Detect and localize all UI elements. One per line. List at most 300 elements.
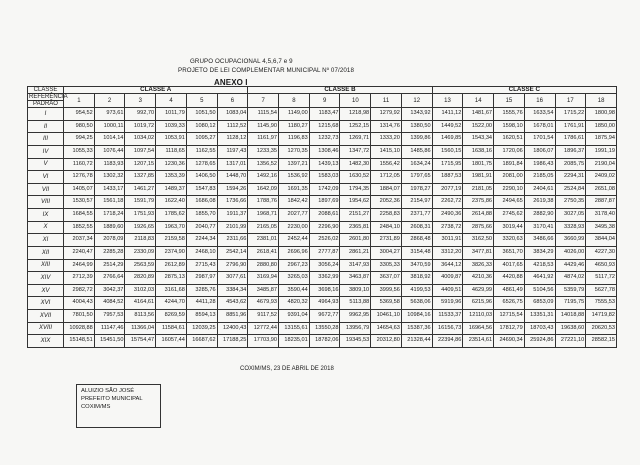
salary-cell: 1978,27: [401, 183, 432, 196]
salary-cell: 3826,33: [463, 259, 494, 272]
salary-cell: 2375,86: [463, 196, 494, 209]
column-header-13: 13: [432, 94, 463, 108]
salary-cell: 22394,86: [432, 335, 463, 348]
salary-cell: 11366,04: [125, 322, 156, 335]
salary-cell: 1720,06: [494, 146, 525, 159]
salary-cell: 16964,56: [463, 322, 494, 335]
salary-cell: 1561,18: [94, 196, 125, 209]
salary-cell: 1160,72: [64, 158, 95, 171]
salary-cell: 1399,86: [401, 133, 432, 146]
level-label: IX: [28, 209, 64, 222]
salary-cell: 2777,87: [309, 246, 340, 259]
salary-cell: 4964,93: [309, 297, 340, 310]
salary-cell: 2101,99: [217, 221, 248, 234]
salary-cell: 4411,28: [186, 297, 217, 310]
salary-cell: 1842,42: [279, 196, 310, 209]
salary-cell: 3495,38: [586, 221, 617, 234]
salary-cell: 1183,93: [94, 158, 125, 171]
salary-cell: 1232,73: [309, 133, 340, 146]
column-header-14: 14: [463, 94, 494, 108]
salary-cell: 1801,75: [463, 158, 494, 171]
salary-cell: 1492,16: [248, 171, 279, 184]
salary-cell: 5113,88: [340, 297, 371, 310]
salary-cell: 13351,31: [524, 309, 555, 322]
salary-cell: 980,50: [64, 120, 95, 133]
table-row: [28, 297, 617, 310]
salary-cell: 3170,41: [524, 221, 555, 234]
salary-cell: 992,70: [125, 108, 156, 121]
salary-cell: 7801,50: [64, 309, 95, 322]
salary-cell: 1327,85: [125, 171, 156, 184]
salary-cell: 3161,68: [156, 284, 187, 297]
salary-cell: 2715,43: [186, 259, 217, 272]
salary-cell: 7555,53: [586, 297, 617, 310]
salary-cell: 2088,61: [309, 209, 340, 222]
salary-cell: 3305,33: [371, 259, 402, 272]
salary-cell: 1875,94: [586, 133, 617, 146]
salary-cell: 8594,13: [186, 309, 217, 322]
salary-cell: 3077,61: [217, 272, 248, 285]
level-label: V: [28, 158, 64, 171]
salary-cell: 2165,05: [248, 221, 279, 234]
salary-cell: 1461,27: [125, 183, 156, 196]
column-header-15: 15: [494, 94, 525, 108]
salary-cell: 4004,43: [64, 297, 95, 310]
salary-cell: 3147,93: [340, 259, 371, 272]
salary-cell: 1145,90: [248, 120, 279, 133]
salary-cell: 3486,66: [524, 234, 555, 247]
salary-cell: 1415,10: [371, 146, 402, 159]
salary-cell: 9117,52: [248, 309, 279, 322]
salary-cell: 1622,40: [156, 196, 187, 209]
signer-name: ALUIZIO SÃO JOSÉ: [81, 388, 135, 394]
salary-cell: 2542,14: [217, 246, 248, 259]
salary-cell: 2374,90: [156, 246, 187, 259]
salary-cell: 2524,84: [555, 183, 586, 196]
salary-cell: 1598,10: [494, 120, 525, 133]
salary-cell: 5638,06: [401, 297, 432, 310]
salary-cell: 1926,65: [125, 221, 156, 234]
salary-cell: 1095,27: [186, 133, 217, 146]
salary-cell: 6853,09: [524, 297, 555, 310]
salary-cell: 4026,00: [555, 246, 586, 259]
table-row: [28, 209, 617, 222]
salary-cell: 7957,53: [94, 309, 125, 322]
salary-cell: 1019,72: [125, 120, 156, 133]
salary-cell: 994,25: [64, 133, 95, 146]
salary-cell: 18703,43: [524, 322, 555, 335]
column-header-10: 10: [340, 94, 371, 108]
salary-cell: 15148,51: [64, 335, 95, 348]
salary-cell: 1620,51: [494, 133, 525, 146]
salary-cell: 2820,89: [125, 272, 156, 285]
salary-cell: 3818,92: [401, 272, 432, 285]
level-label: X: [28, 221, 64, 234]
salary-cell: 12039,25: [186, 322, 217, 335]
salary-cell: 1000,11: [94, 120, 125, 133]
salary-cell: 2452,44: [279, 234, 310, 247]
salary-cell: 2311,66: [217, 234, 248, 247]
salary-cell: 5627,78: [586, 284, 617, 297]
salary-cell: 1852,55: [64, 221, 95, 234]
salary-cell: 1218,98: [340, 108, 371, 121]
salary-cell: 1302,32: [94, 171, 125, 184]
salary-cell: 3590,44: [279, 284, 310, 297]
salary-cell: 1196,83: [279, 133, 310, 146]
salary-cell: 2037,34: [64, 234, 95, 247]
salary-cell: 1547,83: [186, 183, 217, 196]
salary-cell: 1806,07: [524, 146, 555, 159]
salary-cell: 1469,85: [432, 133, 463, 146]
salary-cell: 2230,00: [279, 221, 310, 234]
salary-cell: 1308,46: [309, 146, 340, 159]
table-row: [28, 246, 617, 259]
column-header-7: 7: [248, 94, 279, 108]
salary-cell: 2875,66: [463, 221, 494, 234]
salary-cell: 1634,24: [401, 158, 432, 171]
column-header-5: 5: [186, 94, 217, 108]
level-label: XVII: [28, 309, 64, 322]
salary-cell: 4429,46: [555, 259, 586, 272]
salary-cell: 2040,77: [186, 221, 217, 234]
salary-cell: 4420,88: [494, 272, 525, 285]
salary-cell: 8113,56: [125, 309, 156, 322]
salary-cell: 1411,12: [432, 108, 463, 121]
salary-cell: 1333,20: [371, 133, 402, 146]
salary-cell: 13956,79: [340, 322, 371, 335]
level-label: XIX: [28, 335, 64, 348]
salary-cell: 3027,05: [555, 209, 586, 222]
table-row: [28, 322, 617, 335]
salary-cell: 1449,52: [432, 120, 463, 133]
salary-cell: 16057,44: [156, 335, 187, 348]
salary-cell: 1911,37: [217, 209, 248, 222]
salary-cell: 3637,07: [371, 272, 402, 285]
salary-cell: 3011,91: [432, 234, 463, 247]
salary-cell: 2330,09: [125, 246, 156, 259]
salary-cell: 1715,22: [555, 108, 586, 121]
column-header-12: 12: [401, 94, 432, 108]
salary-cell: 2190,04: [586, 158, 617, 171]
salary-cell: 10984,16: [401, 309, 432, 322]
salary-cell: 1276,78: [64, 171, 95, 184]
salary-cell: 3265,03: [279, 272, 310, 285]
salary-cell: 1118,65: [156, 146, 187, 159]
salary-cell: 3660,99: [555, 234, 586, 247]
level-label: XII: [28, 246, 64, 259]
salary-cell: 6215,96: [463, 297, 494, 310]
salary-cell: 18782,06: [309, 335, 340, 348]
salary-cell: 3834,29: [524, 246, 555, 259]
salary-cell: 1889,60: [94, 221, 125, 234]
salary-cell: 1051,50: [186, 108, 217, 121]
salary-cell: 2796,90: [217, 259, 248, 272]
salary-cell: 3698,16: [309, 284, 340, 297]
salary-cell: 2185,05: [524, 171, 555, 184]
table-row: [28, 171, 617, 184]
salary-cell: 4641,92: [524, 272, 555, 285]
corner-classe: CLASSE: [28, 87, 64, 94]
table-row: [28, 158, 617, 171]
salary-cell: 1039,33: [156, 120, 187, 133]
salary-cell: 27221,10: [555, 335, 586, 348]
salary-cell: 2875,13: [156, 272, 187, 285]
column-header-3: 3: [125, 94, 156, 108]
salary-cell: 1343,92: [401, 108, 432, 121]
salary-cell: 1014,14: [94, 133, 125, 146]
salary-cell: 1630,52: [340, 171, 371, 184]
salary-cell: 2601,80: [340, 234, 371, 247]
salary-cell: 3312,20: [432, 246, 463, 259]
salary-cell: 2563,59: [125, 259, 156, 272]
salary-cell: 2696,96: [279, 246, 310, 259]
salary-cell: 2861,21: [340, 246, 371, 259]
salary-cell: 1485,86: [401, 146, 432, 159]
salary-cell: 1406,50: [186, 171, 217, 184]
salary-cell: 3042,37: [94, 284, 125, 297]
salary-cell: 4009,87: [432, 272, 463, 285]
salary-cell: 1489,37: [156, 183, 187, 196]
salary-cell: 2409,02: [586, 171, 617, 184]
salary-cell: 1353,39: [156, 171, 187, 184]
salary-cell: 4210,36: [463, 272, 494, 285]
salary-cell: 2987,97: [186, 272, 217, 285]
salary-cell: 9962,95: [340, 309, 371, 322]
salary-cell: 2085,75: [555, 158, 586, 171]
signature-block: [76, 384, 161, 428]
salary-cell: 3463,87: [340, 272, 371, 285]
salary-cell: 1180,27: [279, 120, 310, 133]
salary-cell: 1230,36: [156, 158, 187, 171]
salary-cell: 2651,08: [586, 183, 617, 196]
salary-cell: 3162,50: [463, 234, 494, 247]
salary-cell: 2296,90: [309, 221, 340, 234]
salary-cell: 1991,19: [586, 146, 617, 159]
salary-cell: 3362,99: [309, 272, 340, 285]
salary-cell: 3056,24: [309, 259, 340, 272]
salary-cell: 1356,52: [248, 158, 279, 171]
salary-cell: 1896,37: [555, 146, 586, 159]
salary-cell: 1736,66: [217, 196, 248, 209]
column-header-9: 9: [309, 94, 340, 108]
salary-cell: 1691,35: [279, 183, 310, 196]
salary-cell: 1197,43: [217, 146, 248, 159]
salary-cell: 10928,88: [64, 322, 95, 335]
salary-cell: 4409,51: [432, 284, 463, 297]
salary-cell: 1314,76: [371, 120, 402, 133]
salary-cell: 4244,70: [156, 297, 187, 310]
salary-cell: 1433,17: [94, 183, 125, 196]
salary-cell: 21328,44: [401, 335, 432, 348]
salary-cell: 1788,76: [248, 196, 279, 209]
salary-cell: 1482,30: [340, 158, 371, 171]
salary-cell: 1183,47: [309, 108, 340, 121]
salary-cell: 1678,01: [524, 120, 555, 133]
salary-cell: 3651,70: [494, 246, 525, 259]
table-row: [28, 335, 617, 348]
salary-cell: 2614,88: [463, 209, 494, 222]
salary-cell: 1954,62: [340, 196, 371, 209]
salary-cell: 973,61: [94, 108, 125, 121]
salary-cell: 3285,76: [186, 284, 217, 297]
salary-cell: 25924,86: [524, 335, 555, 348]
salary-cell: 12110,03: [463, 309, 494, 322]
salary-cell: 10461,10: [371, 309, 402, 322]
level-label: VI: [28, 171, 64, 184]
salary-cell: 2464,99: [64, 259, 95, 272]
salary-cell: 5117,72: [586, 272, 617, 285]
salary-cell: 2618,41: [248, 246, 279, 259]
annex-title: ANEXO I: [214, 78, 248, 87]
salary-cell: 3004,27: [371, 246, 402, 259]
salary-cell: 1718,24: [94, 209, 125, 222]
salary-cell: 1397,21: [279, 158, 310, 171]
salary-cell: 2712,39: [64, 272, 95, 285]
salary-cell: 6526,75: [494, 297, 525, 310]
salary-cell: 24690,34: [494, 335, 525, 348]
table-row: [28, 108, 617, 121]
salary-cell: 2404,61: [524, 183, 555, 196]
signer-city: COXIM/MS: [81, 404, 111, 410]
salary-cell: 11533,37: [432, 309, 463, 322]
salary-cell: 1530,57: [64, 196, 95, 209]
salary-cell: 2484,10: [371, 221, 402, 234]
level-label: VIII: [28, 196, 64, 209]
table-row: [28, 309, 617, 322]
salary-cell: 2880,80: [248, 259, 279, 272]
level-label: I: [28, 108, 64, 121]
salary-cell: 4543,62: [217, 297, 248, 310]
salary-cell: 15451,50: [94, 335, 125, 348]
group-classe-a: CLASSE A: [64, 87, 248, 94]
salary-cell: 8269,59: [156, 309, 187, 322]
salary-cell: 1269,71: [340, 133, 371, 146]
salary-cell: 3844,04: [586, 234, 617, 247]
salary-cell: 1380,50: [401, 120, 432, 133]
salary-cell: 1555,76: [494, 108, 525, 121]
column-header-17: 17: [555, 94, 586, 108]
salary-cell: 11147,46: [94, 322, 125, 335]
salary-cell: 5359,79: [555, 284, 586, 297]
salary-cell: 4629,99: [463, 284, 494, 297]
column-header-18: 18: [586, 94, 617, 108]
salary-cell: 23514,61: [463, 335, 494, 348]
salary-cell: 954,52: [64, 108, 95, 121]
salary-cell: 4679,93: [248, 297, 279, 310]
corner-referencia: REFERÊNCIA: [29, 94, 68, 101]
salary-cell: 1633,54: [524, 108, 555, 121]
salary-cell: 13550,28: [309, 322, 340, 335]
salary-cell: 5919,96: [432, 297, 463, 310]
salary-cell: 3019,44: [494, 221, 525, 234]
column-header-16: 16: [524, 94, 555, 108]
column-header-11: 11: [371, 94, 402, 108]
salary-cell: 17188,25: [217, 335, 248, 348]
table-row: [28, 221, 617, 234]
salary-cell: 1011,79: [156, 108, 187, 121]
salary-cell: 2258,83: [371, 209, 402, 222]
salary-cell: 1278,65: [186, 158, 217, 171]
salary-cell: 16687,62: [186, 335, 217, 348]
salary-cell: 2868,48: [401, 234, 432, 247]
salary-cell: 4650,93: [586, 259, 617, 272]
salary-cell: 2159,58: [156, 234, 187, 247]
salary-cell: 18235,01: [279, 335, 310, 348]
salary-cell: 2982,72: [64, 284, 95, 297]
salary-cell: 2240,47: [64, 246, 95, 259]
salary-cell: 13155,61: [279, 322, 310, 335]
salary-cell: 4218,53: [524, 259, 555, 272]
salary-cell: 17812,79: [494, 322, 525, 335]
salary-cell: 1034,02: [125, 133, 156, 146]
table-row: [28, 146, 617, 159]
salary-cell: 2244,34: [186, 234, 217, 247]
level-label: XIV: [28, 272, 64, 285]
salary-cell: 1742,09: [309, 183, 340, 196]
level-label: XV: [28, 284, 64, 297]
salary-cell: 19638,60: [555, 322, 586, 335]
salary-cell: 2514,29: [94, 259, 125, 272]
salary-cell: 2381,01: [248, 234, 279, 247]
salary-cell: 2118,83: [125, 234, 156, 247]
column-header-8: 8: [279, 94, 310, 108]
salary-cell: 3809,10: [340, 284, 371, 297]
salary-cell: 1347,72: [340, 146, 371, 159]
salary-cell: 1785,62: [156, 209, 187, 222]
occupational-group-title: GRUPO OCUPACIONAL 4,5,6,7 e 9: [190, 58, 293, 65]
salary-cell: 1761,91: [555, 120, 586, 133]
salary-cell: 3384,34: [217, 284, 248, 297]
salary-cell: 1053,91: [156, 133, 187, 146]
column-header-4: 4: [156, 94, 187, 108]
salary-cell: 2882,90: [524, 209, 555, 222]
salary-cell: 2262,72: [432, 196, 463, 209]
salary-cell: 2052,36: [371, 196, 402, 209]
salary-cell: 2077,19: [432, 183, 463, 196]
salary-cell: 4199,53: [401, 284, 432, 297]
salary-cell: 12715,54: [494, 309, 525, 322]
salary-cell: 2081,00: [494, 171, 525, 184]
salary-cell: 3102,03: [125, 284, 156, 297]
salary-cell: 2294,31: [555, 171, 586, 184]
salary-cell: 9391,04: [279, 309, 310, 322]
level-label: XI: [28, 234, 64, 247]
salary-cell: 2731,89: [371, 234, 402, 247]
document-date: COXIM/MS, 23 DE ABRIL DE 2018: [240, 366, 334, 372]
salary-cell: 3328,93: [555, 221, 586, 234]
salary-cell: 2494,65: [494, 196, 525, 209]
corner-padrao: PADRÃO: [28, 101, 64, 108]
salary-cell: 1887,53: [432, 171, 463, 184]
salary-cell: 1115,54: [248, 108, 279, 121]
level-label: XVIII: [28, 322, 64, 335]
salary-cell: 20312,80: [371, 335, 402, 348]
table-row: [28, 120, 617, 133]
salary-cell: 2612,89: [156, 259, 187, 272]
salary-cell: 1252,15: [340, 120, 371, 133]
salary-cell: 1439,13: [309, 158, 340, 171]
salary-cell: 2619,38: [524, 196, 555, 209]
salary-cell: 2027,77: [279, 209, 310, 222]
salary-cell: 1701,54: [524, 133, 555, 146]
level-label: IV: [28, 146, 64, 159]
salary-cell: 3485,87: [248, 284, 279, 297]
salary-cell: 4017,65: [494, 259, 525, 272]
column-header-row: [28, 94, 617, 101]
salary-cell: 1963,70: [156, 221, 187, 234]
group-classe-c: CLASSE C: [432, 87, 616, 94]
salary-cell: 1855,70: [186, 209, 217, 222]
